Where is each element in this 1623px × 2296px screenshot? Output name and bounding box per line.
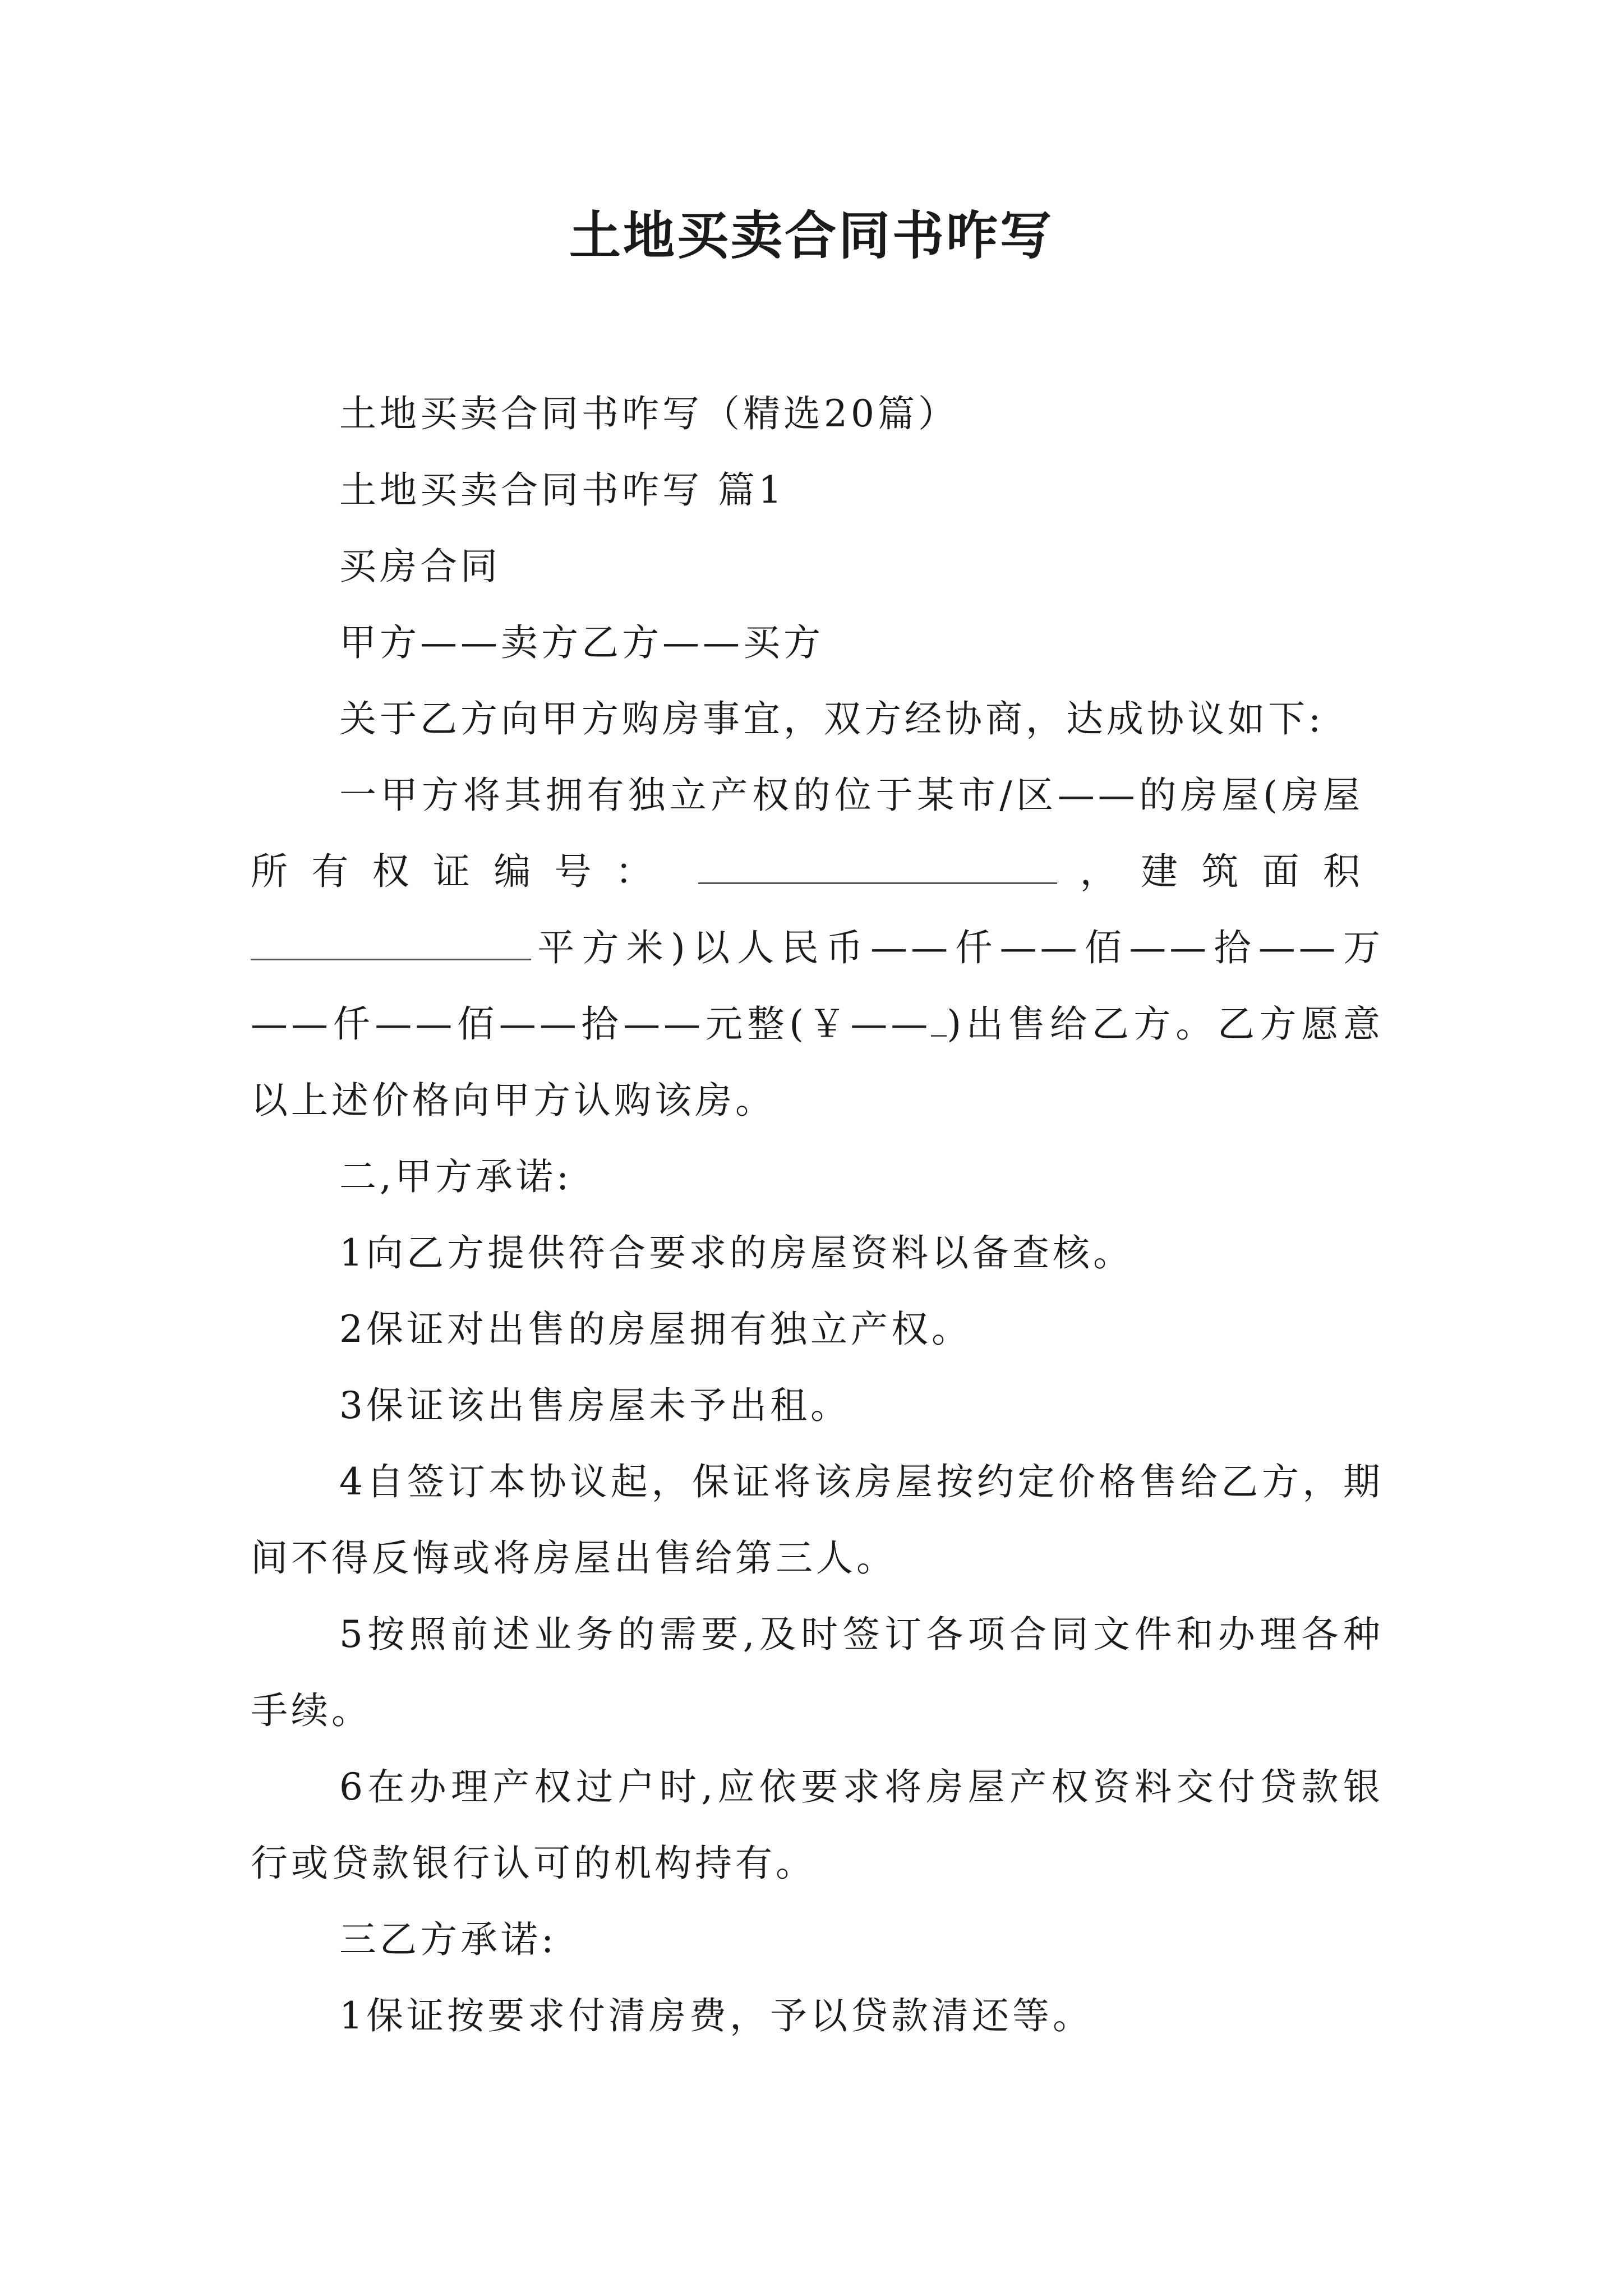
paragraph-clause-1	[251, 757, 1384, 1139]
paragraph-party-a-promises: 二,甲方承诺:	[339, 1155, 573, 1198]
document-title: 土地买卖合同书咋写	[569, 205, 1054, 266]
paragraph-parties: 甲方——卖方乙方——买方	[339, 621, 824, 664]
paragraph-promise-a6: 6在办理产权过户时,应依要求将房屋产权资料交付贷款银行或贷款银行认可的机构持有。	[251, 1765, 1384, 1885]
amount-blank	[931, 1001, 947, 1037]
paragraph-party-b-promises: 三乙方承诺:	[339, 1918, 557, 1961]
paragraph-promise-a5: 5按照前述业务的需要,及时签订各项合同文件和办理各种手续。	[251, 1613, 1384, 1732]
clause-1-text-d: 平方米)以人民币——仟——佰——拾——万——仟——佰——拾——元整(￥——	[251, 926, 1384, 1046]
area-blank	[251, 925, 531, 960]
certificate-number-blank	[698, 849, 1057, 884]
paragraph-section-heading: 土地买卖合同书咋写 篇1	[339, 468, 785, 512]
clause-1-text-e: )出售给乙方。乙方愿意以上述价格向甲方认购该房。	[251, 1002, 1384, 1122]
paragraph-preamble: 关于乙方向甲方购房事宜，双方经协商，达成协议如下:	[339, 697, 1325, 740]
paragraph-promise-a3: 3保证该出售房屋未予出租。	[339, 1384, 851, 1427]
paragraph-subtitle: 土地买卖合同书咋写（精选20篇）	[339, 392, 958, 435]
paragraph-promise-a4: 4自签订本协议起，保证将该房屋按约定价格售给乙方，期间不得反悔或将房屋出售给第三人。	[251, 1460, 1384, 1580]
paragraph-promise-a2: 2保证对出售的房屋拥有独立产权。	[339, 1308, 972, 1351]
paragraph-promise-a1: 1向乙方提供符合要求的房屋资料以备查核。	[339, 1231, 1133, 1274]
clause-1-text-a: 一甲方将其拥有独立产权的位于某市/区——的房屋(房	[339, 774, 1323, 817]
document-body	[251, 376, 1384, 2054]
paragraph-contract-name: 买房合同	[339, 545, 501, 588]
clause-1-text-b: 屋所有权证编号：	[251, 774, 1384, 893]
paragraph-promise-b1: 1保证按要求付清房费，予以贷款清还等。	[339, 1994, 1093, 2037]
clause-1-text-c: ，建筑面积	[1080, 850, 1384, 893]
